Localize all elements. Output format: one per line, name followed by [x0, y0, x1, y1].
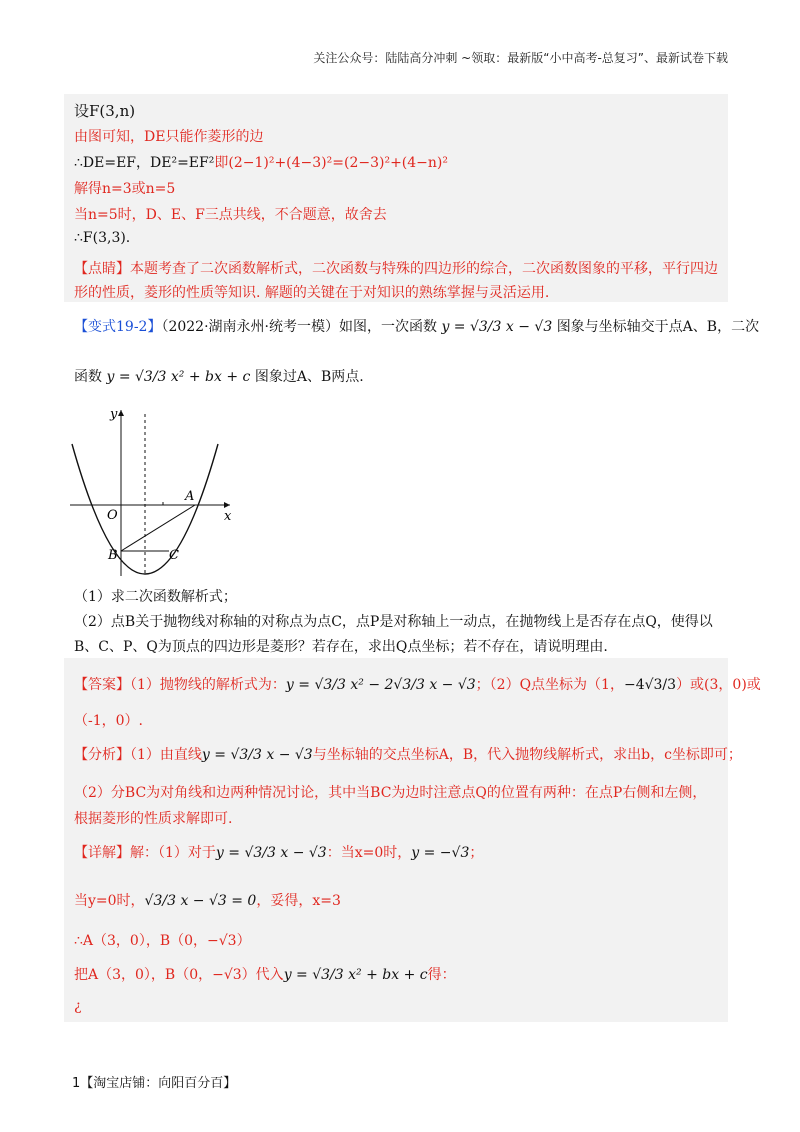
detail-eq-2: √3/3 x − √3 = 0 [144, 893, 257, 909]
detail-text-1b: ：当x=0时， [326, 845, 412, 861]
detail-text-4b: 得： [427, 967, 456, 983]
analysis-text-b: 与坐标轴的交点坐标A，B，代入抛物线解析式，求出b，c坐标即可； [312, 747, 742, 763]
label-c: C [169, 548, 179, 563]
analysis-line-1 [74, 744, 742, 764]
detail-line-3: ∴A（3，0），B（0，−√3） [74, 933, 251, 949]
solution-line-3a: ∴DE=EF，DE²=EF² [74, 155, 215, 171]
x-axis-arrow [224, 502, 230, 508]
solution-line-1: 设F(3,n) [74, 102, 136, 120]
line-ab [121, 505, 195, 551]
detail-line-4 [74, 964, 456, 984]
solution-line-3b: 即(2−1)²+(4−3)²=(2−3)²+(4−n)² [214, 155, 448, 171]
detail-text-2a: 当y=0时， [74, 893, 145, 909]
label-x: x [224, 509, 232, 524]
detail-text-2b: ，妥得，x=3 [256, 893, 341, 909]
solution-block [64, 94, 728, 302]
question-1: （1）求二次函数解析式； [74, 589, 237, 605]
page-footer: 1【淘宝店铺：向阳百分百】 [72, 1076, 237, 1091]
detail-eq-1: y = √3/3 x − √3 [215, 845, 327, 861]
problem-line-1 [74, 316, 759, 336]
solution-line-5: 当n=5时，D、E、F三点共线，不合题意，故舍去 [74, 207, 387, 223]
detail-line-5: ¿ [74, 998, 82, 1014]
solution-line-3 [74, 152, 448, 172]
question-2b: B、C、P、Q为顶点的四边形是菱形？若存在，求出Q点坐标；若不存在，请说明理由. [74, 639, 608, 655]
solution-line-6: ∴F(3,3). [74, 230, 131, 246]
detail-eq-4: y = √3/3 x² + bx + c [283, 967, 428, 983]
y-axis-arrow [118, 410, 124, 416]
detail-text-1d: ； [469, 845, 484, 861]
problem-line-2 [74, 366, 364, 386]
analysis-label: 【分析】（1）由直线 [74, 747, 202, 763]
analysis-eq: y = √3/3 x − √3 [201, 747, 313, 763]
solution-line-4: 解得n=3或n=5 [74, 181, 176, 197]
detail-text-4a: 把A（3，0），B（0，−√3）代入 [74, 967, 284, 983]
solution-line-2: 由图可知，DE只能作菱形的边 [74, 129, 264, 145]
problem-text-2a: 函数 [74, 369, 102, 385]
detail-label: 【详解】解：（1）对于 [74, 845, 216, 861]
problem-text-2b: 图象过A、B两点. [254, 369, 364, 385]
detail-line-1 [74, 842, 483, 862]
comment-line-2: 形的性质，菱形的性质等知识. 解题的关键在于对知识的熟练掌握与灵活运用. [74, 285, 550, 301]
answer-eq-c: −4√3/3 [623, 677, 677, 693]
problem-eq-1: y = √3/3 x − √3 [441, 319, 553, 335]
label-y: y [110, 407, 118, 422]
answer-label: 【答案】（1）抛物线的解析式为： [74, 677, 286, 693]
answer-text-d: ）或(3，0)或 [676, 677, 761, 693]
problem-text-1: 图象与坐标轴交于点A、B，二次 [556, 319, 760, 335]
problem-source: （2022·湖南永州·统考一模）如图，一次函数 [161, 319, 437, 335]
problem-eq-2: y = √3/3 x² + bx + c [106, 369, 251, 385]
question-2a: （2）点B关于抛物线对称轴的对称点为点C，点P是对称轴上一动点，在抛物线上是否存在点Q，使得以 [74, 614, 713, 630]
label-b: B [108, 548, 118, 563]
analysis-line-2: （2）分BC为对角线和边两种情况讨论，其中当BC为边时注意点Q的位置有两种：在点P右侧和左侧， [74, 785, 707, 801]
answer-line-1 [74, 674, 761, 694]
comment-line-1: 【点睛】本题考查了二次函数解析式，二次函数与特殊的四边形的综合，二次函数图象的平移，平行四边 [74, 261, 718, 277]
page-header: 关注公众号：陆陆高分冲刺 ~领取：最新版“小中高考-总复习”、最新试卷下载 [313, 51, 728, 65]
answer-block [64, 658, 761, 1022]
detail-eq-1c: y = −√3 [411, 845, 470, 861]
detail-line-2 [74, 890, 341, 910]
label-o: O [107, 508, 118, 523]
parabola-figure [64, 404, 244, 584]
label-a: A [185, 489, 195, 504]
answer-line-2: （-1，0）. [74, 713, 143, 729]
answer-text-b: ；（2）Q点坐标为（1， [475, 677, 624, 693]
answer-eq: y = √3/3 x² − 2√3/3 x − √3 [285, 677, 476, 693]
analysis-line-3: 根据菱形的性质求解即可. [74, 811, 233, 827]
problem-tag: 【变式19-2】 [74, 319, 162, 335]
